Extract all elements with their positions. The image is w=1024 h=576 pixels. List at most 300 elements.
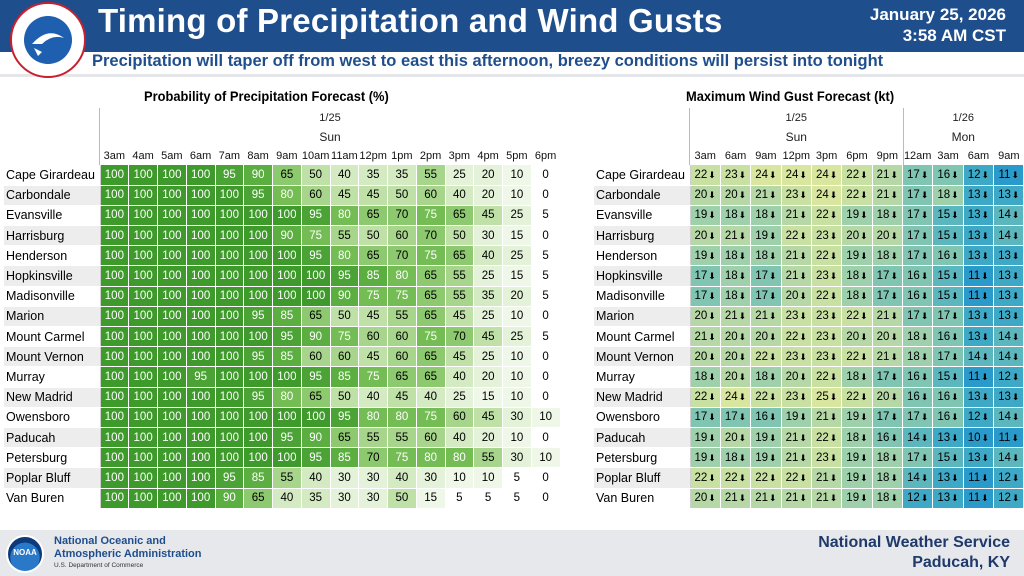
pop-cell: 55: [330, 226, 359, 246]
pop-hour-label: 11am: [331, 150, 358, 162]
pop-cell: 95: [301, 448, 330, 468]
table-row: [4, 407, 560, 427]
wind-gust-value: 19: [785, 411, 799, 424]
pop-cell: 100: [186, 407, 215, 427]
wind-cell: [690, 488, 720, 508]
wind-gust-value: 15: [937, 370, 951, 383]
wind-gust-value: 16: [876, 431, 890, 444]
wind-gust-value: 11: [968, 270, 981, 283]
wind-gust-value: 21: [724, 310, 738, 323]
pop-cell: 25: [474, 347, 503, 367]
pop-hour-label: 2pm: [419, 150, 442, 162]
wind-direction-arrow-icon: ⬇: [860, 351, 868, 362]
pop-cell: 100: [129, 387, 158, 407]
location-label: Cape Girardeau: [594, 165, 690, 185]
pop-cell: 85: [244, 468, 273, 488]
pop-cell: 80: [445, 448, 474, 468]
wind-direction-arrow-icon: ⬇: [708, 351, 716, 362]
wind-direction-arrow-icon: ⬇: [860, 210, 868, 221]
wind-gust-value: 23: [785, 391, 799, 404]
wind-day2-name: Mon: [951, 130, 975, 144]
wind-gust-value: 18: [876, 249, 890, 262]
wind-cell: [751, 226, 781, 246]
wind-cell: [781, 185, 811, 205]
pop-cell: 65: [416, 347, 445, 367]
pop-cell: 100: [215, 266, 244, 286]
wind-cell: [781, 306, 811, 326]
wind-direction-arrow-icon: ⬇: [769, 190, 777, 201]
pop-cell: 30: [359, 488, 388, 508]
pop-cell: 100: [273, 448, 302, 468]
pop-cell: 60: [301, 347, 330, 367]
pop-cell: 50: [359, 226, 388, 246]
pop-cell: 25: [503, 327, 532, 347]
wind-gust-value: 14: [998, 350, 1011, 363]
pop-cell: 90: [301, 327, 330, 347]
issue-date: January 25, 2026: [869, 5, 1006, 24]
pop-cell: 100: [215, 427, 244, 447]
location-label: Henderson: [594, 246, 690, 266]
wind-gust-value: 13: [998, 249, 1011, 262]
pop-cell: 85: [330, 367, 359, 387]
wind-table: [594, 165, 1024, 509]
wind-direction-arrow-icon: ⬇: [860, 331, 868, 342]
wind-gust-value: 21: [876, 310, 890, 323]
wind-direction-arrow-icon: ⬇: [860, 271, 868, 282]
wind-cell: [751, 165, 781, 185]
pop-cell: 65: [416, 306, 445, 326]
wind-cell: [933, 367, 963, 387]
wind-gust-value: 17: [937, 310, 951, 323]
pop-cell: 100: [158, 246, 187, 266]
wind-cell: [811, 205, 841, 225]
wind-gust-value: 22: [785, 229, 799, 242]
wind-cell: [690, 347, 720, 367]
pop-cell: 40: [416, 387, 445, 407]
wind-gust-value: 22: [785, 471, 799, 484]
pop-cell: 80: [388, 407, 417, 427]
wind-cell: [811, 327, 841, 347]
location-label: Petersburg: [4, 448, 100, 468]
wind-direction-arrow-icon: ⬇: [890, 291, 898, 302]
wind-gust-value: 17: [876, 270, 890, 283]
wind-gust-value: 17: [907, 209, 920, 222]
pop-hour-label: 4am: [132, 150, 154, 162]
pop-cell: 100: [129, 367, 158, 387]
wind-direction-arrow-icon: ⬇: [708, 392, 716, 403]
wind-gust-value: 20: [724, 431, 738, 444]
location-label: Harrisburg: [4, 226, 100, 246]
wind-cell: [963, 266, 993, 286]
pop-cell: 60: [301, 185, 330, 205]
wind-gust-value: 17: [755, 290, 769, 303]
wind-day1-date: 1/25: [785, 112, 807, 124]
wind-cell: [720, 488, 750, 508]
table-row: [4, 427, 560, 447]
location-label: Hopkinsville: [4, 266, 100, 286]
wind-direction-arrow-icon: ⬇: [738, 210, 747, 221]
wind-gust-value: 17: [724, 411, 738, 424]
pop-cell: 90: [301, 427, 330, 447]
wind-gust-value: 17: [907, 189, 920, 202]
wind-cell: [811, 427, 841, 447]
wind-cell: [751, 286, 781, 306]
pop-cell: 40: [388, 468, 417, 488]
wind-direction-arrow-icon: ⬇: [890, 169, 898, 180]
wind-hour-label: 9am: [755, 150, 777, 162]
wind-cell: [842, 347, 872, 367]
wind-direction-arrow-icon: ⬇: [1011, 493, 1020, 504]
pop-cell: 30: [474, 226, 503, 246]
pop-cell: 100: [186, 347, 215, 367]
wind-direction-arrow-icon: ⬇: [1011, 432, 1020, 443]
issue-datetime: [870, 4, 1006, 46]
wind-direction-arrow-icon: ⬇: [769, 311, 777, 322]
wind-direction-arrow-icon: ⬇: [890, 190, 898, 201]
wind-cell: [842, 226, 872, 246]
pop-cell: 5: [474, 488, 503, 508]
wind-cell: [751, 185, 781, 205]
pop-cell: 35: [388, 165, 417, 185]
wind-direction-arrow-icon: ⬇: [951, 392, 959, 403]
pop-cell: 85: [273, 306, 302, 326]
wind-cell: [903, 246, 933, 266]
pop-cell: 60: [416, 185, 445, 205]
wind-cell: [811, 266, 841, 286]
pop-cell: 100: [301, 407, 330, 427]
pop-hour-label: 6pm: [534, 150, 557, 162]
wind-cell: [751, 367, 781, 387]
pop-cell: 70: [359, 448, 388, 468]
wind-cell: [903, 468, 933, 488]
wind-gust-value: 17: [937, 350, 951, 363]
wind-cell: [872, 246, 902, 266]
wind-gust-value: 12: [998, 471, 1011, 484]
pop-cell: 100: [186, 286, 215, 306]
location-label: New Madrid: [594, 387, 690, 407]
wind-gust-value: 16: [907, 270, 920, 283]
wind-cell: [811, 185, 841, 205]
pop-cell: 100: [186, 488, 215, 508]
wind-gust-value: 18: [755, 209, 769, 222]
wind-cell: [720, 185, 750, 205]
wind-cell: [963, 165, 993, 185]
wind-cell: [720, 468, 750, 488]
wind-cell: [933, 387, 963, 407]
wind-cell: [933, 306, 963, 326]
pop-cell: 100: [244, 205, 273, 225]
wind-cell: [933, 246, 963, 266]
pop-cell: 100: [273, 205, 302, 225]
wind-gust-value: 21: [755, 492, 769, 505]
wind-cell: [842, 185, 872, 205]
wind-cell: [751, 266, 781, 286]
table-row: [594, 266, 1024, 286]
wind-cell: [720, 286, 750, 306]
table-row: [4, 347, 560, 367]
wind-direction-arrow-icon: ⬇: [738, 230, 747, 241]
pop-cell: 100: [215, 407, 244, 427]
wind-gust-value: 16: [907, 370, 920, 383]
wind-cell: [690, 468, 720, 488]
wind-gust-value: 14: [907, 431, 920, 444]
wind-gust-value: 20: [755, 330, 769, 343]
wind-direction-arrow-icon: ⬇: [769, 210, 777, 221]
pop-cell: 70: [416, 226, 445, 246]
wind-direction-arrow-icon: ⬇: [738, 169, 747, 180]
wind-gust-value: 22: [815, 249, 829, 262]
pop-cell: 30: [330, 488, 359, 508]
wind-cell: [994, 387, 1024, 407]
pop-cell: 100: [273, 246, 302, 266]
pop-cell: 100: [129, 347, 158, 367]
pop-cell: 80: [273, 387, 302, 407]
pop-cell: 40: [301, 468, 330, 488]
wind-gust-value: 24: [815, 168, 829, 181]
wind-gust-value: 19: [694, 209, 708, 222]
pop-cell: 10: [474, 468, 503, 488]
pop-cell: 25: [474, 266, 503, 286]
wind-cell: [842, 427, 872, 447]
pop-cell: 65: [445, 246, 474, 266]
wind-cell: [751, 468, 781, 488]
wind-gust-value: 22: [815, 431, 829, 444]
pop-cell: 95: [244, 185, 273, 205]
wind-cell: [781, 448, 811, 468]
pop-cell: 0: [531, 427, 560, 447]
pop-cell: 100: [158, 327, 187, 347]
location-label: New Madrid: [4, 387, 100, 407]
pop-cell: 100: [273, 407, 302, 427]
pop-cell: 80: [330, 205, 359, 225]
wind-cell: [811, 226, 841, 246]
wind-cell: [811, 407, 841, 427]
pop-cell: 95: [301, 367, 330, 387]
pop-cell: 10: [503, 367, 532, 387]
wind-direction-arrow-icon: ⬇: [829, 452, 838, 463]
wind-cell: [842, 387, 872, 407]
wind-cell: [690, 407, 720, 427]
pop-cell: 100: [100, 306, 129, 326]
wind-cell: [842, 266, 872, 286]
wind-direction-arrow-icon: ⬇: [890, 472, 898, 483]
wind-gust-value: 22: [815, 370, 829, 383]
pop-cell: 75: [301, 226, 330, 246]
pop-cell: 65: [301, 306, 330, 326]
pop-cell: 40: [474, 246, 503, 266]
wind-gust-value: 17: [876, 290, 890, 303]
wind-gust-value: 24: [755, 168, 769, 181]
wind-direction-arrow-icon: ⬇: [829, 210, 838, 221]
wind-direction-arrow-icon: ⬇: [829, 493, 838, 504]
wind-cell: [994, 286, 1024, 306]
pop-cell: 100: [186, 387, 215, 407]
wind-gust-value: 20: [694, 350, 708, 363]
pop-cell: 100: [129, 226, 158, 246]
wind-cell: [963, 468, 993, 488]
table-row: [594, 488, 1024, 508]
wind-cell: [811, 306, 841, 326]
wind-cell: [690, 246, 720, 266]
wind-hour-label: 12pm: [782, 150, 811, 162]
wind-direction-arrow-icon: ⬇: [920, 190, 929, 201]
wind-gust-value: 11: [998, 168, 1011, 181]
pop-cell: 65: [416, 367, 445, 387]
pop-cell: 10: [445, 468, 474, 488]
pop-cell: 60: [388, 327, 417, 347]
pop-cell: 55: [445, 286, 474, 306]
pop-cell: 55: [388, 427, 417, 447]
wind-gust-value: 13: [937, 471, 951, 484]
wind-direction-arrow-icon: ⬇: [860, 392, 868, 403]
pop-cell: 100: [100, 226, 129, 246]
wind-direction-arrow-icon: ⬇: [1011, 291, 1020, 302]
table-row: [594, 226, 1024, 246]
wind-gust-value: 20: [785, 370, 799, 383]
wind-cell: [872, 448, 902, 468]
pop-cell: 100: [100, 205, 129, 225]
wind-gust-value: 20: [876, 330, 890, 343]
issue-time: 3:58 AM CST: [902, 26, 1006, 45]
pop-cell: 65: [416, 286, 445, 306]
wind-direction-arrow-icon: ⬇: [981, 190, 990, 201]
wind-gust-value: 17: [907, 411, 920, 424]
wind-cell: [690, 266, 720, 286]
pop-cell: 45: [445, 347, 474, 367]
pop-cell: 100: [129, 165, 158, 185]
location-label: Murray: [594, 367, 690, 387]
pop-cell: 100: [129, 468, 158, 488]
pop-cell: 0: [531, 347, 560, 367]
wind-cell: [842, 205, 872, 225]
wind-direction-arrow-icon: ⬇: [920, 392, 929, 403]
pop-cell: 100: [100, 448, 129, 468]
wind-day2-date: 1/26: [952, 112, 974, 124]
wind-direction-arrow-icon: ⬇: [890, 250, 898, 261]
pop-cell: 75: [416, 246, 445, 266]
wind-direction-arrow-icon: ⬇: [951, 472, 959, 483]
pop-cell: 95: [330, 407, 359, 427]
wind-cell: [690, 387, 720, 407]
table-row: [4, 246, 560, 266]
wind-gust-value: 22: [846, 310, 860, 323]
wind-direction-arrow-icon: ⬇: [738, 331, 747, 342]
wind-cell: [720, 367, 750, 387]
wind-gust-value: 17: [694, 270, 708, 283]
wind-cell: [872, 347, 902, 367]
wind-direction-arrow-icon: ⬇: [890, 493, 898, 504]
table-row: [4, 488, 560, 508]
pop-cell: 5: [531, 327, 560, 347]
pop-cell: 45: [474, 205, 503, 225]
wind-gust-value: 20: [785, 290, 799, 303]
wind-cell: [720, 448, 750, 468]
wind-direction-arrow-icon: ⬇: [799, 230, 807, 241]
wind-cell: [994, 367, 1024, 387]
wind-cell: [994, 327, 1024, 347]
wind-direction-arrow-icon: ⬇: [920, 271, 929, 282]
wind-direction-arrow-icon: ⬇: [860, 311, 868, 322]
wind-direction-arrow-icon: ⬇: [860, 371, 868, 382]
pop-cell: 100: [215, 205, 244, 225]
location-label: Evansville: [594, 205, 690, 225]
wind-direction-arrow-icon: ⬇: [769, 412, 777, 423]
pop-cell: 100: [215, 387, 244, 407]
wind-gust-value: 19: [755, 451, 769, 464]
pop-cell: 30: [416, 468, 445, 488]
wind-direction-arrow-icon: ⬇: [829, 432, 838, 443]
nws-office-line2: Paducah, KY: [912, 554, 1010, 571]
wind-gust-value: 17: [907, 168, 920, 181]
pop-cell: 0: [531, 185, 560, 205]
wind-direction-arrow-icon: ⬇: [981, 311, 990, 322]
pop-cell: 100: [129, 306, 158, 326]
pop-cell: 20: [503, 286, 532, 306]
wind-gust-value: 22: [755, 471, 769, 484]
pop-cell: 10: [531, 407, 560, 427]
wind-direction-arrow-icon: ⬇: [920, 412, 929, 423]
pop-cell: 100: [129, 205, 158, 225]
wind-direction-arrow-icon: ⬇: [951, 311, 959, 322]
wind-gust-value: 13: [998, 310, 1011, 323]
wind-direction-arrow-icon: ⬇: [981, 371, 989, 382]
wind-cell: [720, 266, 750, 286]
wind-direction-arrow-icon: ⬇: [708, 452, 716, 463]
page-subtitle: Precipitation will taper off from west to east this afternoon, breezy conditions will persist into tonight: [92, 52, 884, 70]
pop-cell: 45: [359, 306, 388, 326]
wind-gust-value: 13: [967, 310, 981, 323]
pop-hour-label: 1pm: [391, 150, 413, 162]
wind-gust-value: 19: [846, 249, 860, 262]
wind-hour-label: 3am: [694, 150, 716, 162]
pop-cell: 100: [100, 468, 129, 488]
pop-cell: 0: [531, 387, 560, 407]
pop-cell: 70: [445, 327, 474, 347]
table-row: [4, 286, 560, 306]
wind-direction-arrow-icon: ⬇: [981, 230, 990, 241]
wind-gust-value: 21: [876, 189, 890, 202]
pop-cell: 100: [244, 427, 273, 447]
wind-cell: [720, 205, 750, 225]
pop-cell: 35: [359, 165, 388, 185]
pop-hour-label: 4pm: [477, 150, 499, 162]
wind-gust-value: 19: [755, 431, 769, 444]
wind-gust-value: 17: [907, 249, 920, 262]
wind-gust-value: 22: [815, 209, 829, 222]
pop-hour-label: 12pm: [359, 150, 387, 162]
pop-cell: 0: [531, 367, 560, 387]
pop-cell: 5: [503, 468, 532, 488]
table-row: [4, 185, 560, 205]
wind-direction-arrow-icon: ⬇: [799, 452, 807, 463]
table-row: [594, 246, 1024, 266]
wind-cell: [903, 448, 933, 468]
wind-direction-arrow-icon: ⬇: [890, 230, 898, 241]
wind-gust-value: 18: [846, 431, 860, 444]
pop-hour-label: 5am: [161, 150, 183, 162]
wind-gust-value: 12: [998, 492, 1011, 505]
wind-cell: [963, 327, 993, 347]
wind-direction-arrow-icon: ⬇: [799, 190, 807, 201]
wind-gust-value: 20: [694, 310, 708, 323]
wind-direction-arrow-icon: ⬇: [981, 452, 990, 463]
wind-direction-arrow-icon: ⬇: [951, 371, 959, 382]
wind-gust-value: 21: [815, 471, 829, 484]
wind-gust-value: 19: [846, 451, 860, 464]
wind-gust-value: 17: [694, 411, 708, 424]
wind-hour-label: 9pm: [876, 150, 899, 162]
wind-gust-value: 14: [998, 411, 1011, 424]
